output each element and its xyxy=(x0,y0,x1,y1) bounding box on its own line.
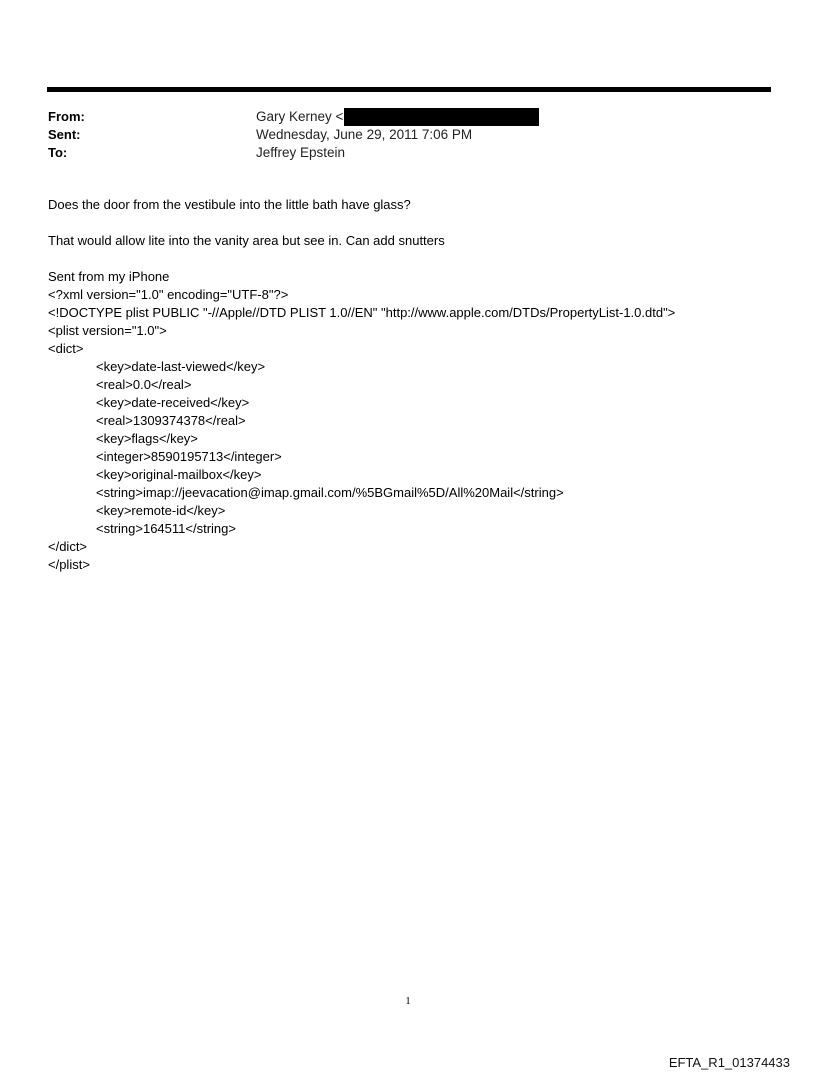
sent-value: Wednesday, June 29, 2011 7:06 PM xyxy=(256,127,473,142)
xml-key-line: <key>date-received</key> xyxy=(96,395,250,410)
xml-key-line: <key>remote-id</key> xyxy=(96,503,226,518)
spacer xyxy=(48,250,778,268)
xml-plist-close: </plist> xyxy=(48,557,90,572)
email-body xyxy=(48,196,778,574)
xml-doctype: <!DOCTYPE plist PUBLIC "-//Apple//DTD PLIST 1.0//EN" "http://www.apple.com/DTDs/PropertyList-1.0.dtd"> xyxy=(48,305,676,320)
xml-dict-close: </dict> xyxy=(48,539,88,554)
xml-key-line: <key>date-last-viewed</key> xyxy=(96,359,266,374)
from-label: From: xyxy=(48,109,85,124)
header-rule xyxy=(47,87,771,92)
page-number: 1 xyxy=(405,995,411,1007)
document-id: EFTA_R1_01374433 xyxy=(668,1055,790,1070)
email-header xyxy=(48,108,768,162)
xml-value-line: <integer>8590195713</integer> xyxy=(96,449,282,464)
xml-plist-open: <plist version="1.0"> xyxy=(48,323,167,338)
sent-label: Sent: xyxy=(48,127,81,142)
redaction-box xyxy=(344,108,539,126)
sent-row xyxy=(48,126,768,144)
xml-value-line: <real>1309374378</real> xyxy=(96,413,246,428)
signature-line: Sent from my iPhone xyxy=(48,269,170,284)
to-row xyxy=(48,144,768,162)
to-value: Jeffrey Epstein xyxy=(256,145,346,160)
spacer xyxy=(48,214,778,232)
xml-key-line: <key>original-mailbox</key> xyxy=(96,467,262,482)
xml-value-line: <real>0.0</real> xyxy=(96,377,192,392)
to-label: To: xyxy=(48,145,68,160)
xml-key-line: <key>flags</key> xyxy=(96,431,198,446)
xml-value-line: <string>164511</string> xyxy=(96,521,236,536)
xml-declaration: <?xml version="1.0" encoding="UTF-8"?> xyxy=(48,287,289,302)
from-name: Gary Kerney < xyxy=(256,109,344,124)
xml-dict-open: <dict> xyxy=(48,341,84,356)
body-line-2: That would allow lite into the vanity area but see in. Can add snutters xyxy=(48,233,445,248)
from-row xyxy=(48,108,768,126)
xml-value-line: <string>imap://jeevacation@imap.gmail.com/%5BGmail%5D/All%20Mail</string> xyxy=(96,485,564,500)
from-value xyxy=(256,108,539,126)
body-line-1: Does the door from the vestibule into the little bath have glass? xyxy=(48,197,411,212)
